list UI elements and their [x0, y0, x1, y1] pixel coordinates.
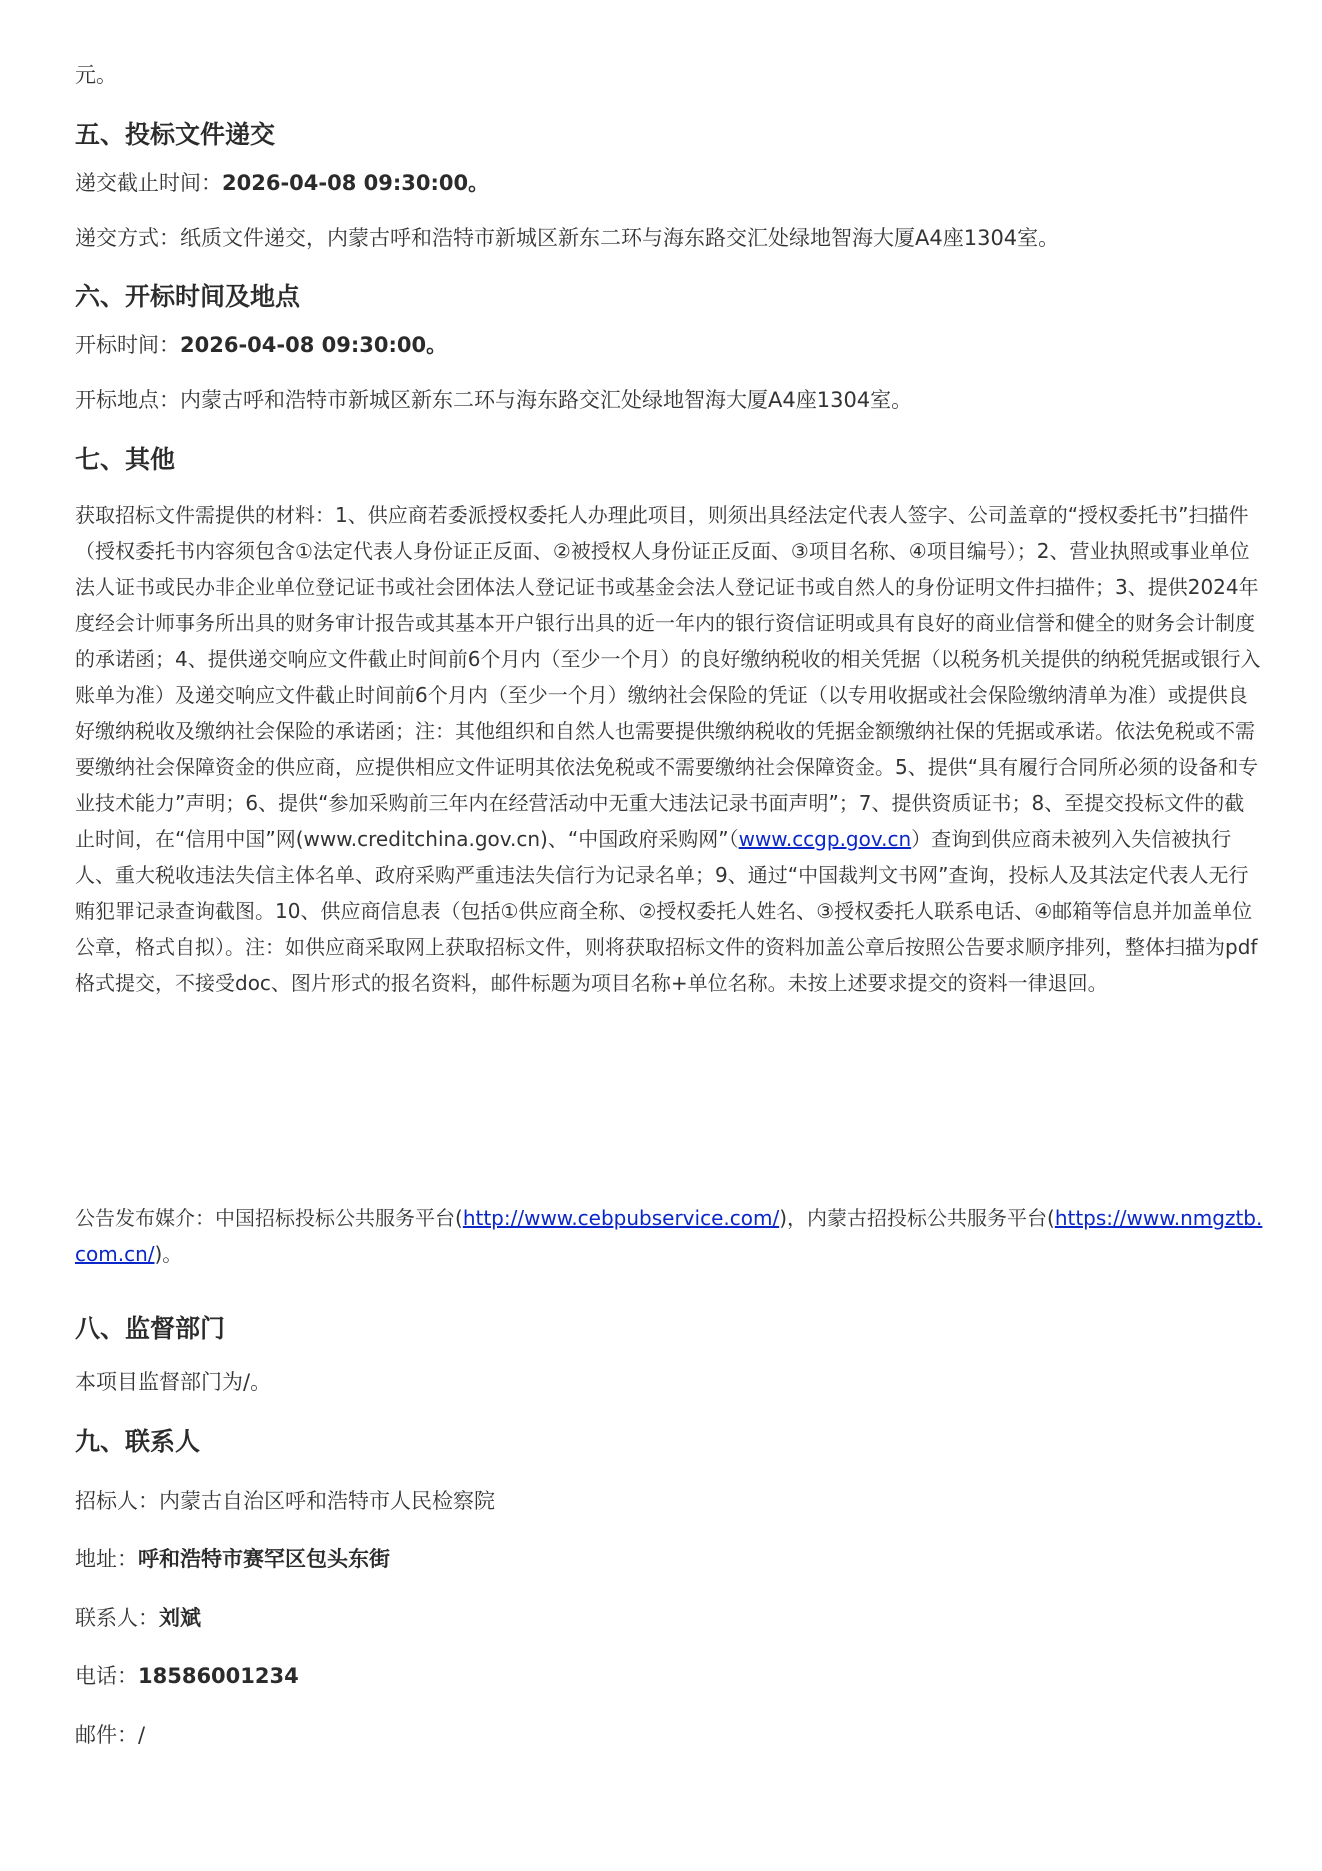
- contact-label: 联系人：: [75, 1606, 159, 1630]
- email-line: [75, 1717, 1263, 1753]
- media-prefix: 公告发布媒介：中国招标投标公共服务平台(: [75, 1206, 463, 1230]
- section-heading-submission: 五、投标文件递交: [75, 120, 276, 149]
- section-heading-opening: 六、开标时间及地点: [75, 282, 301, 311]
- supervision-text: 本项目监督部门为/。: [75, 1370, 272, 1394]
- section-heading-supervision: 八、监督部门: [75, 1314, 226, 1343]
- materials-text-part2: ）查询到供应商未被列入失信被执行人、重大税收违法失信主体名单、政府采购严重违法失信行为记录名单；9、通过“中国裁判文书网”查询，投标人及其法定代表人无行贿犯罪记录查询截图。10、供应商信息表（包括①供应商全称、②授权委托人姓名、③授权委托人联系电话、④邮箱等信息并加盖单位公章，格式自拟）。注：如供应商采取网上获取招标文件，则将获取招标文件的资料加盖公章后按照公告要求顺序排列，整体扫描为pdf格式提交，不接受doc、图片形式的报名资料，邮件标题为项目名称+单位名称。未按上述要求提交的资料一律退回。: [75, 827, 1258, 995]
- submission-deadline-label: 递交截止时间：: [75, 171, 222, 195]
- ccgp-link[interactable]: www.ccgp.gov.cn: [738, 827, 912, 851]
- opening-time-label: 开标时间：: [75, 333, 180, 357]
- email-value: /: [138, 1723, 146, 1747]
- phone-line: [75, 1658, 1263, 1694]
- media-middle: )，内蒙古招投标公共服务平台(: [779, 1206, 1055, 1230]
- opening-time: [75, 327, 1263, 363]
- section-heading-contact: 九、联系人: [75, 1427, 201, 1456]
- section-heading-other: 七、其他: [75, 445, 176, 474]
- continuation-text: 元。: [75, 63, 117, 87]
- phone-value: 18586001234: [138, 1664, 299, 1688]
- submission-deadline-suffix: 。: [468, 171, 490, 195]
- contact-value: 刘斌: [159, 1606, 201, 1630]
- submission-deadline-value: 2026-04-08 09:30:00: [222, 171, 469, 195]
- opening-time-suffix: 。: [426, 333, 448, 357]
- email-label: 邮件：: [75, 1723, 138, 1747]
- materials-text-part1: 获取招标文件需提供的材料：1、供应商若委派授权委托人办理此项目，则须出具经法定代表人签字、公司盖章的“授权委托书”扫描件（授权委托书内容须包含①法定代表人身份证正反面、②被授权人身份证正反面、③项目名称、④项目编号）；2、营业执照或事业单位法人证书或民办非企业单位登记证书或社会团体法人登记证书或基金会法人登记证书或自然人的身份证明文件扫描件；3、提供2024年度经会计师事务所出具的财务审计报告或其基本开户银行出具的近一年内的银行资信证明或具有良好的商业信誉和健全的财务会计制度的承诺函；4、提供递交响应文件截止时间前6个月内（至少一个月）的良好缴纳税收的相关凭据（以税务机关提供的纳税凭据或银行入账单为准）及递交响应文件截止时间前6个月内（至少一个月）缴纳社会保险的凭证（以专用收据或社会保险缴纳清单为准）或提供良好缴纳税收及缴纳社会保险的承诺函；注：其他组织和自然人也需要提供缴纳税收的凭据金额缴纳社保的凭据或承诺。依法免税或不需要缴纳社会保障资金的供应商，应提供相应文件证明其依法免税或不需要缴纳社会保障资金。5、提供“具有履行合同所必须的设备和专业技术能力”声明；6、提供“参加采购前三年内在经营活动中无重大违法记录书面声明”；7、提供资质证书；8、至提交投标文件的截止时间，在“信用中国”网(www.creditchina.gov.cn)、“中国政府采购网”（: [75, 503, 1261, 851]
- media-suffix: )。: [154, 1242, 183, 1266]
- opening-place: 开标地点：内蒙古呼和浩特市新城区新东二环与海东路交汇处绿地智海大厦A4座1304室。: [75, 388, 913, 412]
- opening-time-value: 2026-04-08 09:30:00: [180, 333, 427, 357]
- nmgztb-link[interactable]: https://www.nmgztb.com.cn/: [75, 1206, 1263, 1266]
- submission-deadline: [75, 165, 1263, 201]
- materials-paragraph: [75, 497, 1263, 1001]
- submission-method: 递交方式：纸质文件递交，内蒙古呼和浩特市新城区新东二环与海东路交汇处绿地智海大厦A4座1304室。: [75, 226, 1060, 250]
- cebpubservice-link[interactable]: http://www.cebpubservice.com/: [462, 1206, 780, 1230]
- address-label: 地址：: [75, 1547, 138, 1571]
- contact-line: [75, 1600, 1263, 1636]
- address-value: 呼和浩特市赛罕区包头东街: [138, 1547, 390, 1571]
- publication-media: [75, 1200, 1263, 1272]
- phone-label: 电话：: [75, 1664, 138, 1688]
- address-line: [75, 1541, 1263, 1577]
- tenderer-text: 招标人：内蒙古自治区呼和浩特市人民检察院: [75, 1489, 495, 1513]
